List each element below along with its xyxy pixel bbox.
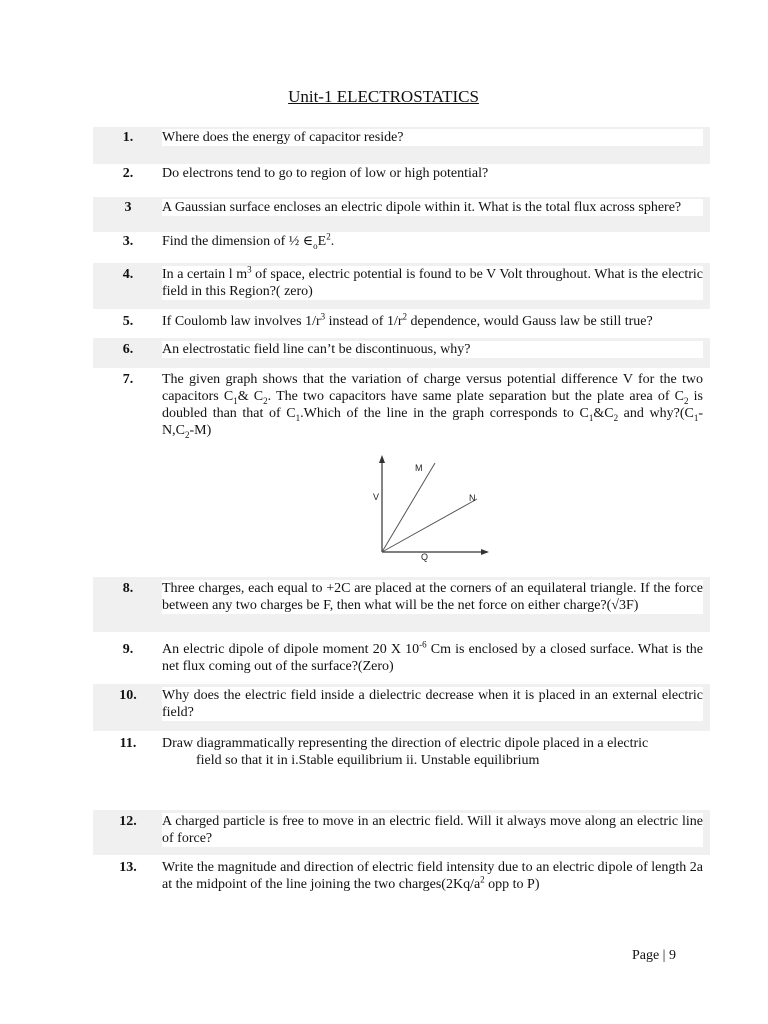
question-number: 1.	[122, 130, 134, 145]
line-n	[382, 499, 477, 552]
question-number: 9.	[122, 642, 134, 657]
question-number: 13.	[119, 860, 137, 875]
page-number: Page | 9	[631, 948, 676, 963]
question-number: 11.	[119, 736, 137, 751]
question-text: The given graph shows that the variation of charge versus potential difference V for the two capacitors $C_1\&$ $C_2$. The two capacitors have same plate separation but the plate area of $C_2$ is doubled than that of $C_1.Which$ of the line in the graph corresponds to $C_1\&C_2$ and $why?(C_1-N,C_2-M)$	[162, 372, 703, 440]
question-number: 10.	[119, 688, 137, 703]
question-number: 4.	[122, 267, 134, 282]
question-text: A Gaussian surface encloses an electric dipole within it. What is the total flux across sphere?	[162, 199, 703, 216]
question-text: An electric dipole of dipole moment 20 X $10^{-6}$ Cm is enclosed by a closed surface. What is the net flux coming out of the surface?(Zero)	[162, 639, 703, 674]
charge-potential-graph	[365, 452, 495, 570]
question-text: An electrostatic field line can’t be discontinuous, why?	[162, 341, 703, 358]
question-number: 2.	[122, 166, 134, 181]
question-text: Find the dimension of ½ $\in_oE^2$.	[162, 231, 335, 251]
question-number: 7.	[122, 372, 134, 387]
question-text: Where does the energy of capacitor reside?	[162, 129, 703, 146]
question-text: Write the magnitude and direction of electric field intensity due to an electric dipole of length 2a at the midpoint of the line joining the two $charges(2Kq/a^2$ opp to P)	[162, 860, 703, 892]
question-text: If Coulomb law involves $1/r^3$ instead of $1/r^2$ dependence, would Gauss law be still true?	[162, 311, 653, 329]
question-number: 12.	[119, 814, 137, 829]
x-axis-label: Q	[421, 552, 429, 562]
question-number: 5.	[122, 314, 134, 329]
page-title: Unit-1 ELECTROSTATICS	[288, 87, 479, 106]
question-number: 3	[124, 200, 132, 215]
question-text: Do electrons tend to go to region of low or high potential?	[162, 166, 489, 181]
x-axis-arrow-icon	[481, 549, 489, 555]
line-m-label: M	[415, 463, 423, 473]
question-number: 3.	[122, 234, 134, 249]
question-text: Draw diagrammatically representing the direction of electric dipole placed in a electric field so that it in i.Stable equilibrium ii. Unstable equilibrium	[162, 736, 649, 768]
line-n-label: N	[469, 493, 476, 503]
question-text: Why does the electric field inside a dielectric decrease when it is placed in an external electric field?	[162, 688, 703, 720]
y-axis-arrow-icon	[379, 455, 385, 463]
question-number: 6.	[122, 342, 134, 357]
question-number: 8.	[122, 581, 134, 596]
question-text: Three charges, each equal to +2C are placed at the corners of an equilateral triangle. If the force between any two charges be F, then what will be the net force on either charge?(√3F)	[162, 581, 703, 613]
line-m	[382, 463, 435, 552]
question-text: A charged particle is free to move in an electric field. Will it always move along an electric line of force?	[162, 814, 703, 846]
question-text: In a certain l $m^3$ of space, electric potential is found to be V Volt throughout. What is the electric field in this Region?( zero)	[162, 264, 703, 299]
y-axis-label: V	[373, 492, 380, 502]
